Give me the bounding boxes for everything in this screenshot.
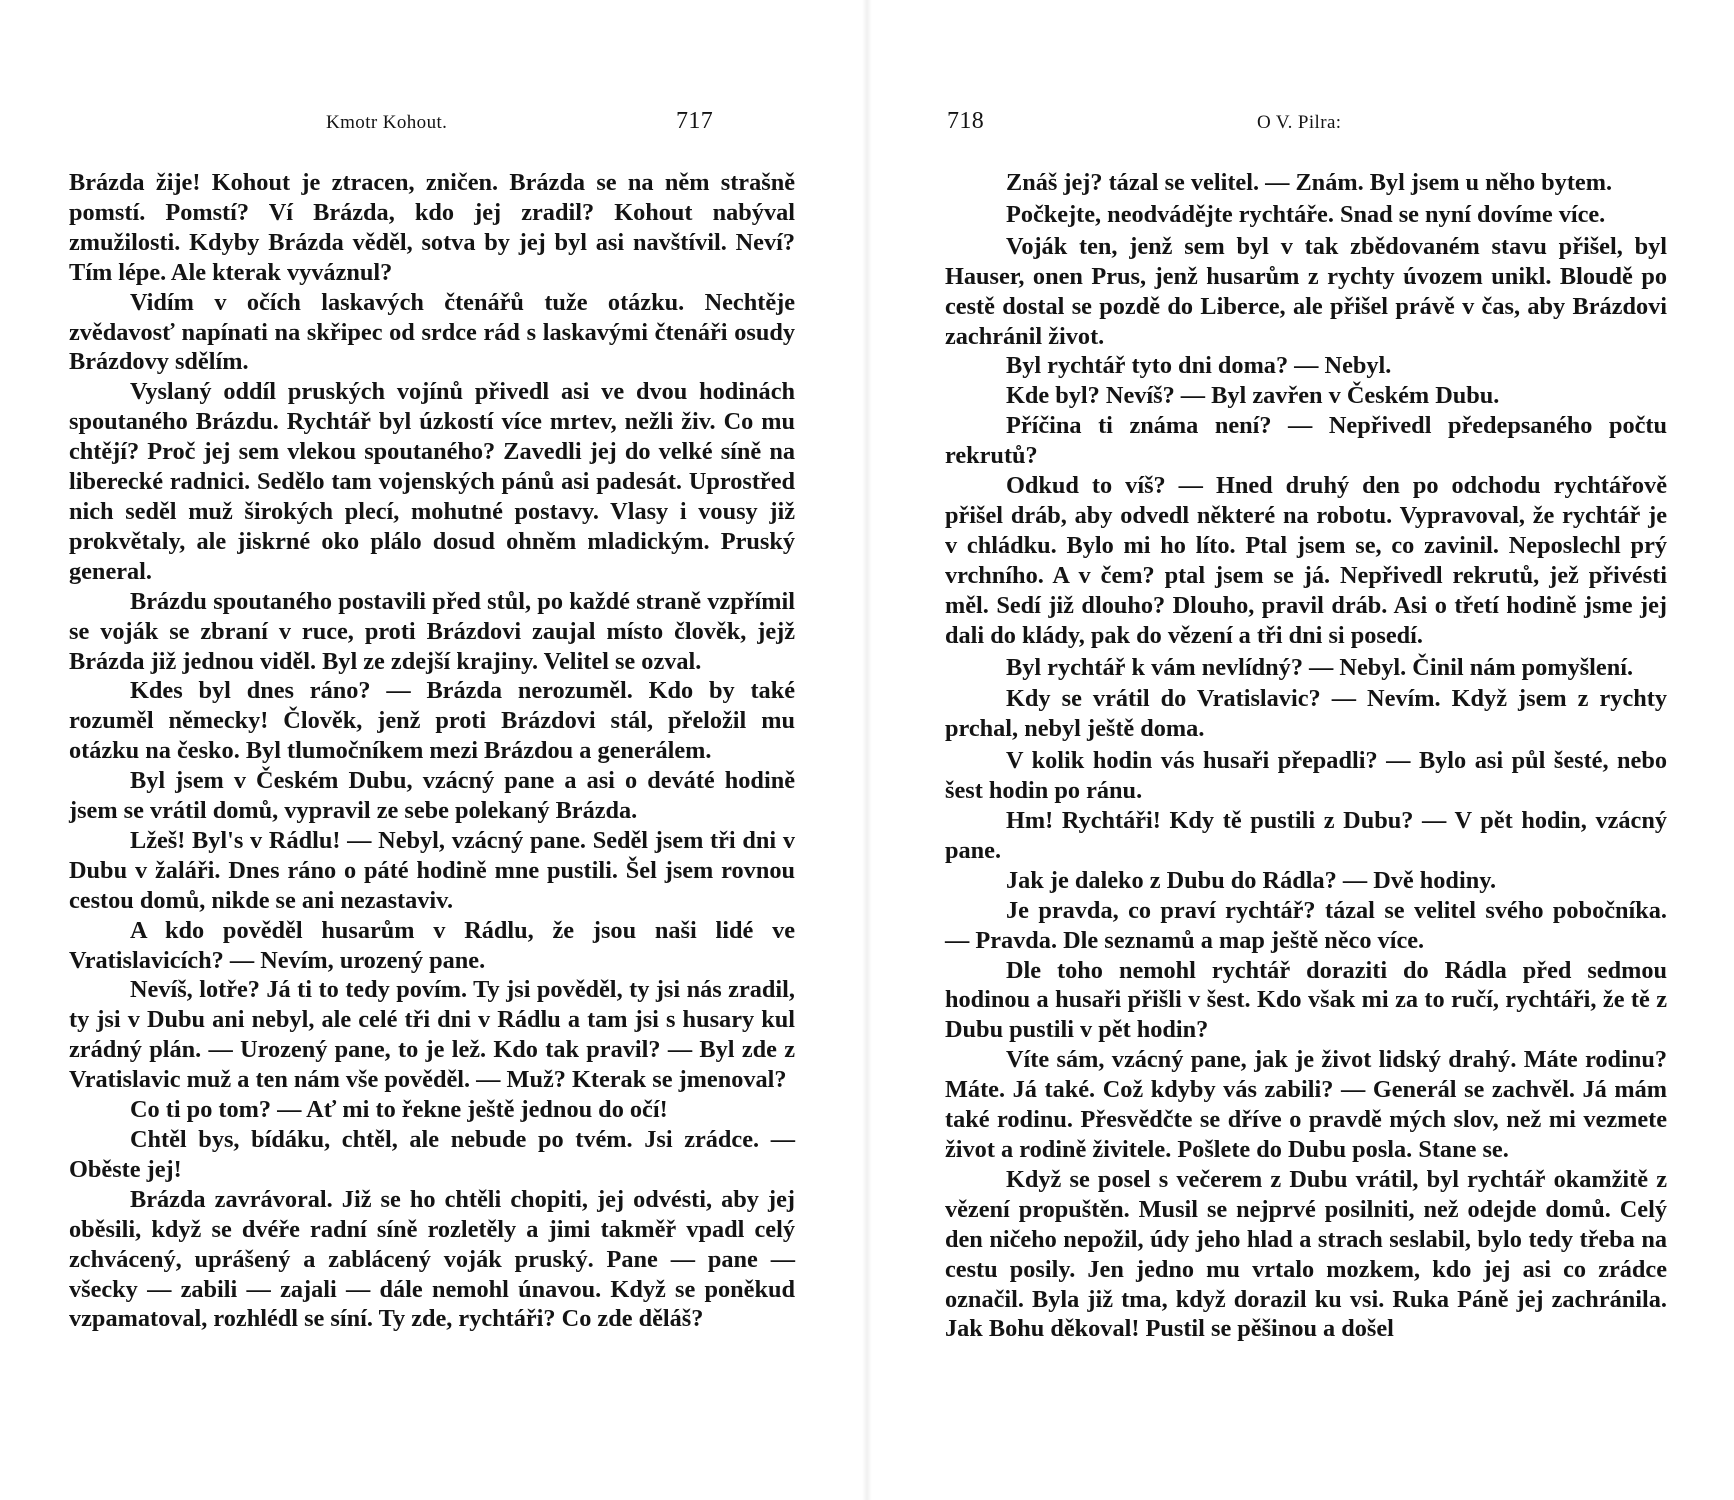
paragraph: Lžeš! Byl's v Rádlu! — Nebyl, vzácný pane. Seděl jsem tři dni v Dubu v žaláři. Dnes ráno o páté hodině mne pustili. Šel jsem rovnou cestou domů, nikde se ani nezastaviv. xyxy=(69,826,795,914)
left-header-title: Kmotr Kohout. xyxy=(326,112,448,133)
paragraph: Vyslaný oddíl pruských vojínů přivedl asi ve dvou hodinách spoutaného Brázdu. Rychtář byl úzkostí více mrtev, nežli živ. Co mu chtějí? Proč jej sem vlekou spoutaného? Zavedli jej do velké síně na liberecké radnici. Sedělo tam vojenských pánů asi padesát. Uprostřed nich seděl muž širokých plecí, mohutné postavy. Vlasy i vousy již prokvětaly, ale jiskrné oko plálo dosud ohněm mladickým. Pruský general. xyxy=(69,378,795,585)
paragraph: Byl rychtář k vám nevlídný? — Nebyl. Činil nám pomyšlení. xyxy=(1006,653,1634,681)
paragraph: Byl rychtář tyto dni doma? — Nebyl. xyxy=(1006,352,1392,380)
paragraph: A kdo pověděl husarům v Rádlu, že jsou naši lidé ve Vratislavicích? — Nevím, urozený pane. xyxy=(69,916,795,974)
paragraph: Co ti po tom? — Ať mi to řekne ještě jednou do očí! xyxy=(130,1096,668,1124)
paragraph: Kdes byl dnes ráno? — Brázda nerozuměl. Kdo by také rozuměl německy! Člověk, jenž proti Brázdovi stál, přeložil mu otázku na česko. Byl tlumočníkem mezi Brázdou a generálem. xyxy=(69,677,795,765)
paragraph: Jak je daleko z Dubu do Rádla? — Dvě hodiny. xyxy=(1006,866,1497,894)
paragraph: Brázdu spoutaného postavili před stůl, po každé straně vzpřímil se voják se zbraní v ruce, proti Brázdovi zaujal místo člověk, jejž Brázda již jednou viděl. Byl ze zdejší krajiny. Velitel se ozval. xyxy=(69,587,795,675)
paragraph: V kolik hodin vás husaři přepadli? — Bylo asi půl šesté, nebo šest hodin po ránu. xyxy=(945,747,1667,805)
paragraph: Je pravda, co praví rychtář? tázal se velitel svého pobočníka. — Pravda. Dle seznamů a map ještě něco více. xyxy=(945,896,1667,954)
right-page-number: 718 xyxy=(947,108,985,134)
paragraph: Byl jsem v Českém Dubu, vzácný pane a asi o deváté hodině jsem se vrátil domů, vypravil ze sebe polekaný Brázda. xyxy=(69,767,795,825)
paragraph: Dle toho nemohl rychtář doraziti do Rádla před sedmou hodinou a husaři přišli v šest. Kdo však mi za to ručí, rychtáři, že tě z Dubu pustili v pět hodin? xyxy=(945,956,1667,1044)
paragraph: Voják ten, jenž sem byl v tak zbědovaném stavu přišel, byl Hauser, onen Prus, jenž husarům z rychty úvozem unikl. Bloudě po cestě dostal se pozdě do Liberce, ale přišel právě v čas, aby Brázdovi zachránil život. xyxy=(945,232,1667,350)
paragraph: Chtěl bys, bídáku, chtěl, ale nebude po tvém. Jsi zrádce. — Oběste jej! xyxy=(69,1126,795,1183)
paragraph: Hm! Rychtáři! Kdy tě pustili z Dubu? — V pět hodin, vzácný pane. xyxy=(945,807,1667,864)
paragraph: Znáš jej? tázal se velitel. — Znám. Byl jsem u něho bytem. xyxy=(1006,169,1613,196)
paragraph: Víte sám, vzácný pane, jak je život lidský drahý. Máte rodinu? Máte. Já také. Což kdyby vás zabili? — Generál se zachvěl. Já mám také rodinu. Přesvědčte se dříve o pravdě mých slov, než mi vezmete život a rodině živitele. Pošlete do Dubu posla. Stane se. xyxy=(945,1046,1667,1163)
paragraph: Vidím v očích laskavých čtenářů tuže otázku. Nechtěje zvědavosť napínati na skřipec od srdce rád s laskavými čtenáři osudy Brázdovy sdělím. xyxy=(69,288,795,376)
left-body-text xyxy=(69,168,795,1334)
paragraph: Příčina ti známa není? — Nepřivedl předepsaného počtu rekrutů? xyxy=(945,412,1667,470)
paragraph: Kdy se vrátil do Vratislavic? — Nevím. Když jsem z rychty prchal, nebyl ještě doma. xyxy=(945,685,1667,743)
paragraph: Počkejte, neodvádějte rychtáře. Snad se nyní dovíme více. xyxy=(1006,200,1606,228)
right-body-text xyxy=(945,168,1667,1344)
right-page xyxy=(867,0,1734,1500)
right-header-title: O V. Pilra: xyxy=(1257,112,1342,133)
paragraph: Odkud to víš? — Hned druhý den po odchodu rychtářově přišel dráb, aby odvedl některé na robotu. Vypravoval, že rychtář je v chládku. Bylo mi ho líto. Ptal jsem se, co zavinil. Neposlechl prý vrchního. A v čem? ptal jsem se já. Nepřivedl rekrutů, jež přivésti měl. Sedí již dlouho? Dlouho, pravil dráb. Asi o třetí hodině jsme jej dali do klády, pak do vězení a tři dni si posedí. xyxy=(945,472,1667,649)
paragraph: Nevíš, lotře? Já ti to tedy povím. Ty jsi pověděl, ty jsi nás zradil, ty jsi v Dubu ani nebyl, ale celé tři dni v Rádlu a tam jsi s husary kul zrádný plán. — Urozený pane, to je lež. Kdo tak pravil? — Byl zde z Vratislavic muž a ten nám vše pověděl. — Muž? Kterak se jmenoval? xyxy=(69,976,795,1094)
paragraph: Brázda žije! Kohout je ztracen, zničen. Brázda se na něm strašně pomstí. Pomstí? Ví Brázda, kdo jej zradil? Kohout nabýval zmužilosti. Kdyby Brázda věděl, sotva by jej byl asi navštívil. Neví? Tím lépe. Ale kterak vyváznul? xyxy=(69,169,795,286)
paragraph: Když se posel s večerem z Dubu vrátil, byl rychtář okamžitě z vězení propuštěn. Musil se nejprvé posilniti, než odejde domů. Celý den ničeho nepožil, údy jeho hlad a strach seslabil, bylo tedy třeba na cestu posily. Jen jedno mu vrtalo mozkem, kdo jej asi co zrádce označil. Byla již tma, když dorazil ku vsi. Ruka Páně jej zachránila. Jak Bohu děkoval! Pustil se pěšinou a došel xyxy=(945,1165,1667,1343)
paragraph: Brázda zavrávoral. Již se ho chtěli chopiti, jej odvésti, aby jej oběsili, když se dvéře radní síně rozletěly a jimi takměř vpadl celý zchvácený, uprášený a zablácený voják pruský. Pane — pane — všecky — zabili — zajali — dále nemohl únavou. Když se poněkud vzpamatoval, rozhlédl se síní. Ty zde, rychtáři? Co zde děláš? xyxy=(69,1185,795,1333)
left-page-number: 717 xyxy=(676,108,714,134)
paragraph: Kde byl? Nevíš? — Byl zavřen v Českém Dubu. xyxy=(1006,382,1500,410)
